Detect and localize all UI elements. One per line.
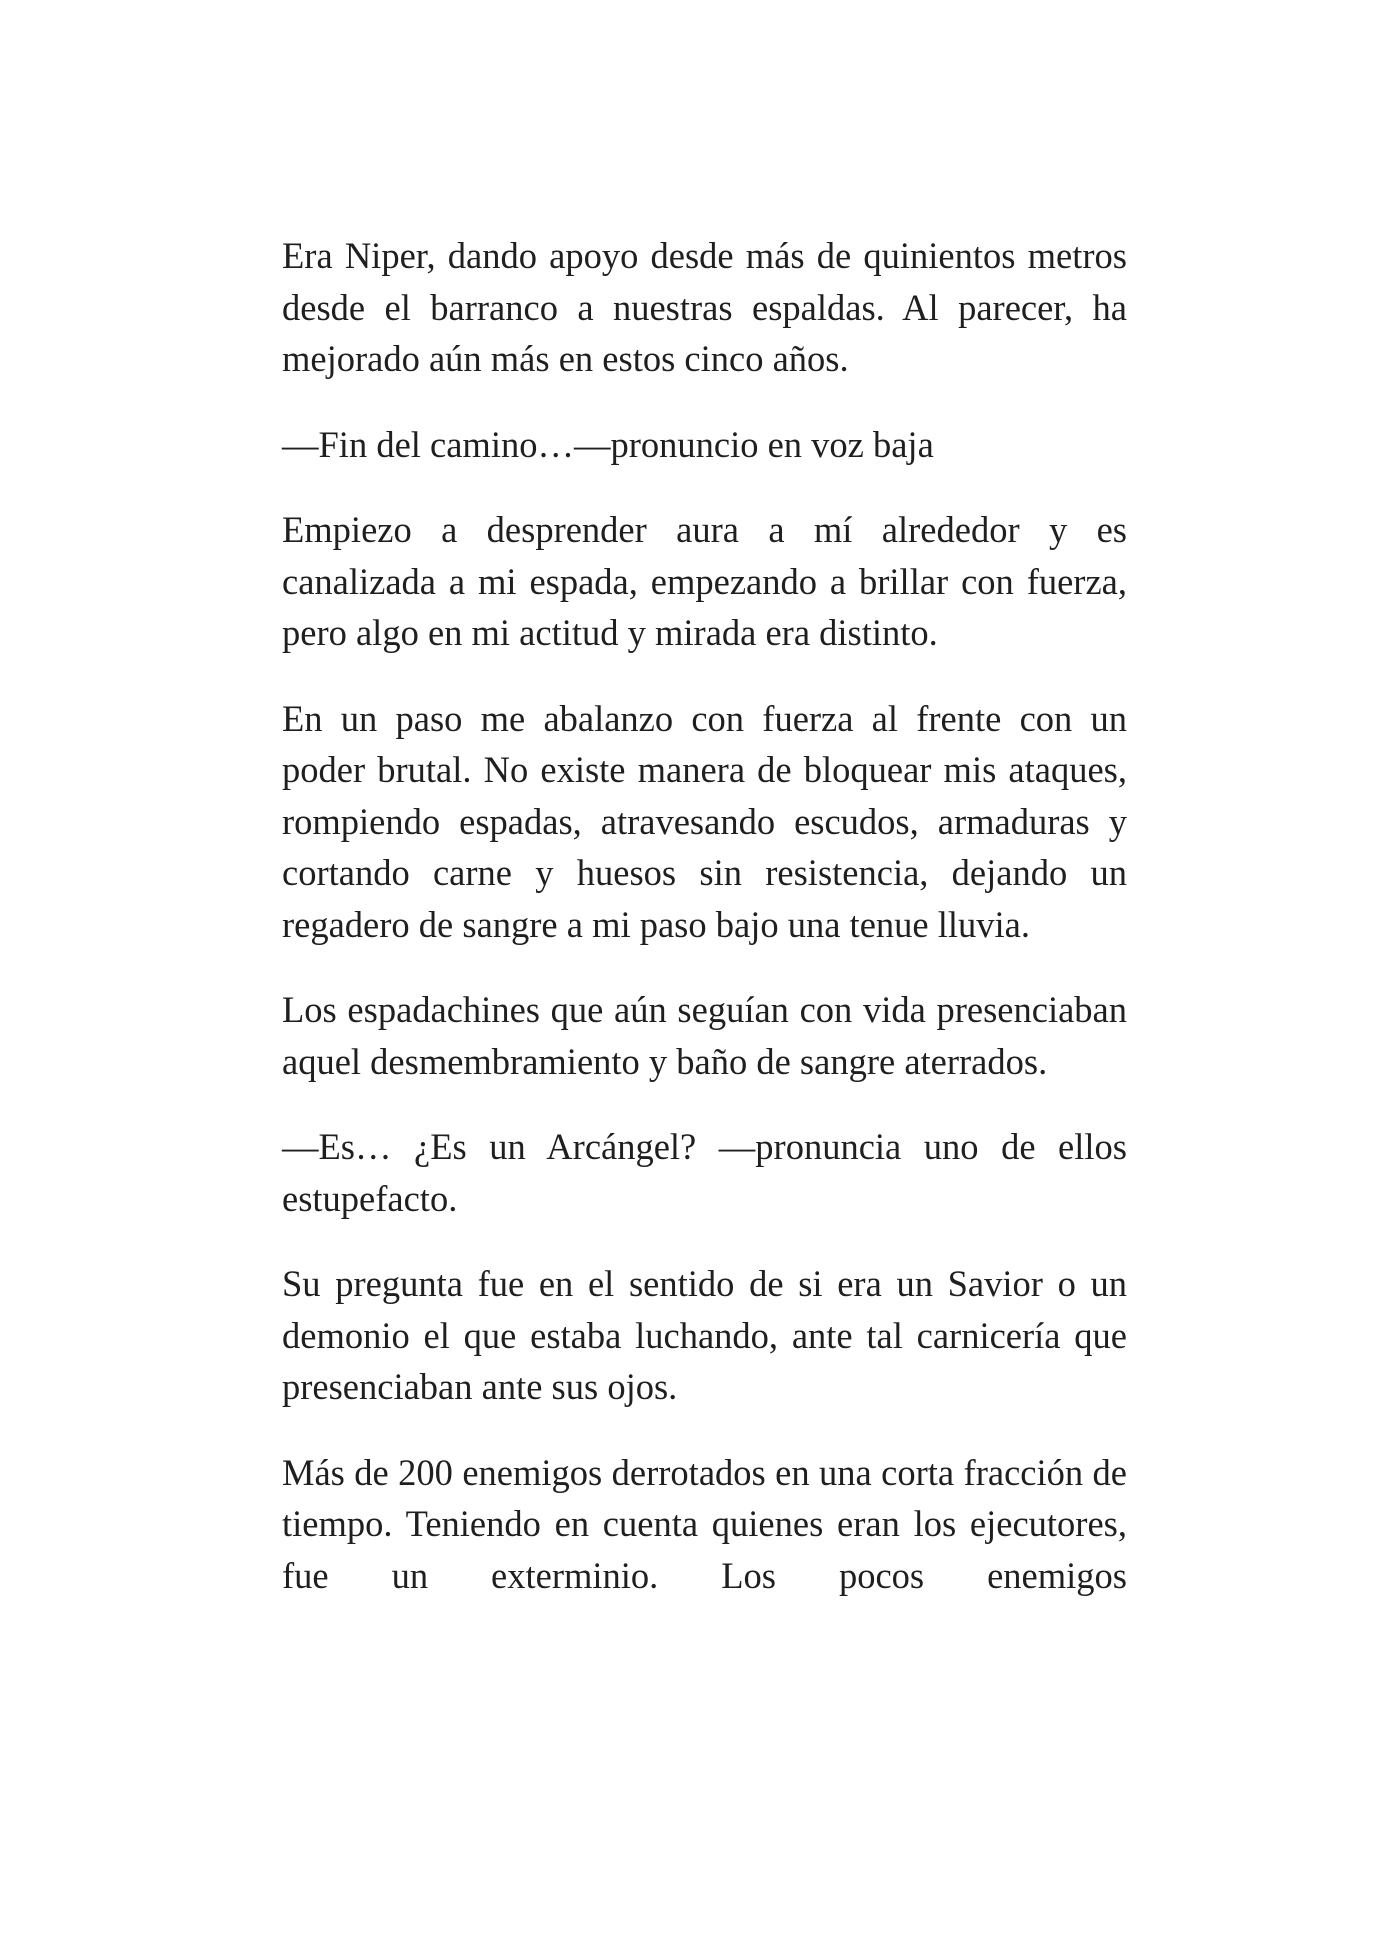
paragraph: Más de 200 enemigos derrotados en una corta fracción de tiempo. Teniendo en cuenta quienes eran los ejecutores, fue un exterminio. Los pocos enemigos bbox=[282, 1451, 1127, 1596]
paragraph: Su pregunta fue en el sentido de si era un Savior o un demonio el que estaba luchando, ante tal carnicería que presenciaban ante sus ojos. bbox=[282, 1263, 1127, 1407]
paragraph: —Fin del camino…—pronuncio en voz baja bbox=[282, 423, 934, 465]
page-body-text bbox=[282, 230, 1127, 1601]
paragraph: Los espadachines que aún seguían con vida presenciaban aquel desmembramiento y baño de sangre aterrados. bbox=[282, 989, 1127, 1082]
paragraph: Era Niper, dando apoyo desde más de quinientos metros desde el barranco a nuestras espaldas. Al parecer, ha mejorado aún más en estos cinco años. bbox=[282, 235, 1127, 379]
paragraph: Empiezo a desprender aura a mí alrededor y es canalizada a mi espada, empezando a brillar con fuerza, pero algo en mi actitud y mirada era distinto. bbox=[282, 509, 1127, 653]
paragraph: En un paso me abalanzo con fuerza al frente con un poder brutal. No existe manera de bloquear mis ataques, rompiendo espadas, atravesando escudos, armaduras y cortando carne y huesos sin resistencia, dejando un regadero de sangre a mi paso bajo una tenue lluvia. bbox=[282, 697, 1127, 945]
paragraph: —Es… ¿Es un Arcángel? —pronuncia uno de ellos estupefacto. bbox=[282, 1126, 1127, 1219]
